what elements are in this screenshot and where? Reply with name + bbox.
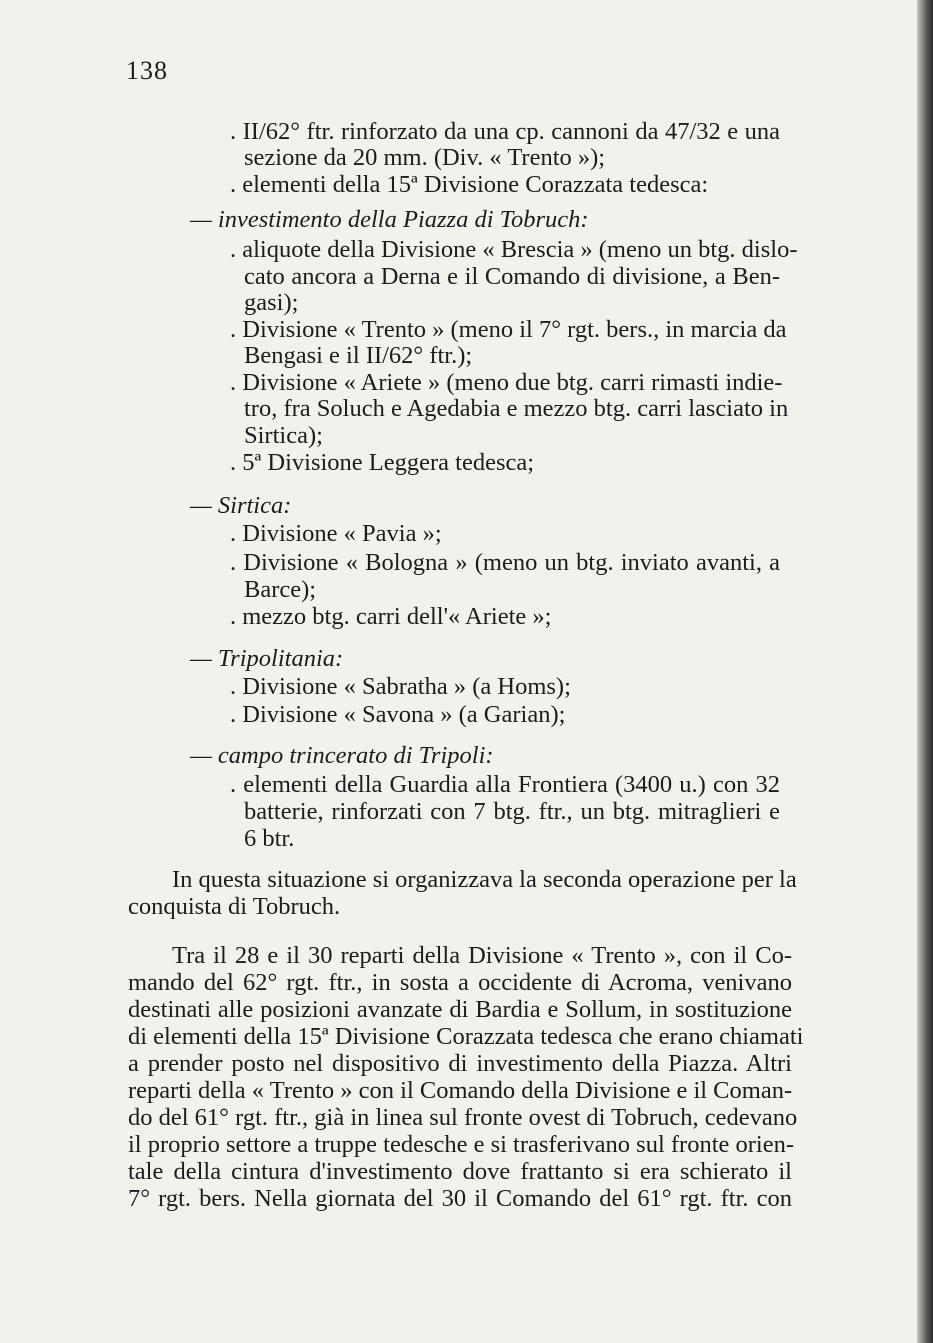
text-line: . Divisione « Ariete » (meno due btg. carri rimasti indie- xyxy=(230,369,783,396)
text-line: Barce); xyxy=(244,576,317,603)
section-heading: — investimento della Piazza di Tobruch: xyxy=(190,206,589,233)
text-line: . elementi della Guardia alla Frontiera (3400 u.) con 32 xyxy=(230,771,780,798)
text-line: 6 btr. xyxy=(244,825,295,852)
text-line: sezione da 20 mm. (Div. « Trento »); xyxy=(244,144,606,171)
paragraph-line: In questa situazione si organizzava la seconda operazione per la xyxy=(172,866,797,893)
paragraph-line: di elementi della 15ª Divisione Corazzata tedesca che erano chiamati xyxy=(128,1023,804,1050)
text-line: tro, fra Soluch e Agedabia e mezzo btg. carri lasciato in xyxy=(244,395,789,422)
paragraph-line: a prender posto nel dispositivo di investimento della Piazza. Altri xyxy=(128,1050,792,1077)
paragraph-line: reparti della « Trento » con il Comando della Divisione e il Coman- xyxy=(128,1077,793,1104)
paragraph-line: do del 61° rgt. ftr., già in linea sul fronte ovest di Tobruch, cedevano xyxy=(128,1104,798,1131)
text-line: . Divisione « Trento » (meno il 7° rgt. bers., in marcia da xyxy=(230,316,787,343)
paragraph-line: 7° rgt. bers. Nella giornata del 30 il Comando del 61° rgt. ftr. con xyxy=(128,1185,792,1212)
paragraph-line: tale della cintura d'investimento dove frattanto si era schierato il xyxy=(128,1158,792,1185)
section-heading: — Tripolitania: xyxy=(190,645,344,672)
text-line: . elementi della 15ª Divisione Corazzata tedesca: xyxy=(230,171,709,198)
text-line: . Divisione « Bologna » (meno un btg. inviato avanti, a xyxy=(230,549,780,576)
text-line: . Divisione « Savona » (a Garian); xyxy=(230,701,566,728)
text-line: cato ancora a Derna e il Comando di divisione, a Ben- xyxy=(244,263,780,290)
paragraph-line: Tra il 28 e il 30 reparti della Divisione « Trento », con il Co- xyxy=(172,942,792,969)
page-number: 138 xyxy=(126,56,168,85)
paragraph-line: mando del 62° rgt. ftr., in sosta a occidente di Acroma, venivano xyxy=(128,969,792,996)
text-line: . Divisione « Pavia »; xyxy=(230,520,442,547)
paragraph-line: il proprio settore a truppe tedesche e si trasferivano sul fronte orien- xyxy=(128,1131,795,1158)
paragraph-line: conquista di Tobruch. xyxy=(128,893,341,920)
page-edge xyxy=(917,0,933,1343)
text-line: . 5ª Divisione Leggera tedesca; xyxy=(230,449,535,476)
paragraph-line: destinati alle posizioni avanzate di Bardia e Sollum, in sostituzione xyxy=(128,996,792,1023)
text-line: Bengasi e il II/62° ftr.); xyxy=(244,342,473,369)
section-heading: — Sirtica: xyxy=(190,492,292,519)
text-line: batterie, rinforzati con 7 btg. ftr., un btg. mitraglieri e xyxy=(244,798,780,825)
text-line: gasi); xyxy=(244,289,299,316)
text-line: . mezzo btg. carri dell'« Ariete »; xyxy=(230,603,552,630)
text-line: Sirtica); xyxy=(244,422,323,449)
text-line: . II/62° ftr. rinforzato da una cp. cannoni da 47/32 e una xyxy=(230,118,780,145)
text-line: . aliquote della Divisione « Brescia » (meno un btg. dislo- xyxy=(230,236,798,263)
text-line: . Divisione « Sabratha » (a Homs); xyxy=(230,673,571,700)
section-heading: — campo trincerato di Tripoli: xyxy=(190,742,494,769)
